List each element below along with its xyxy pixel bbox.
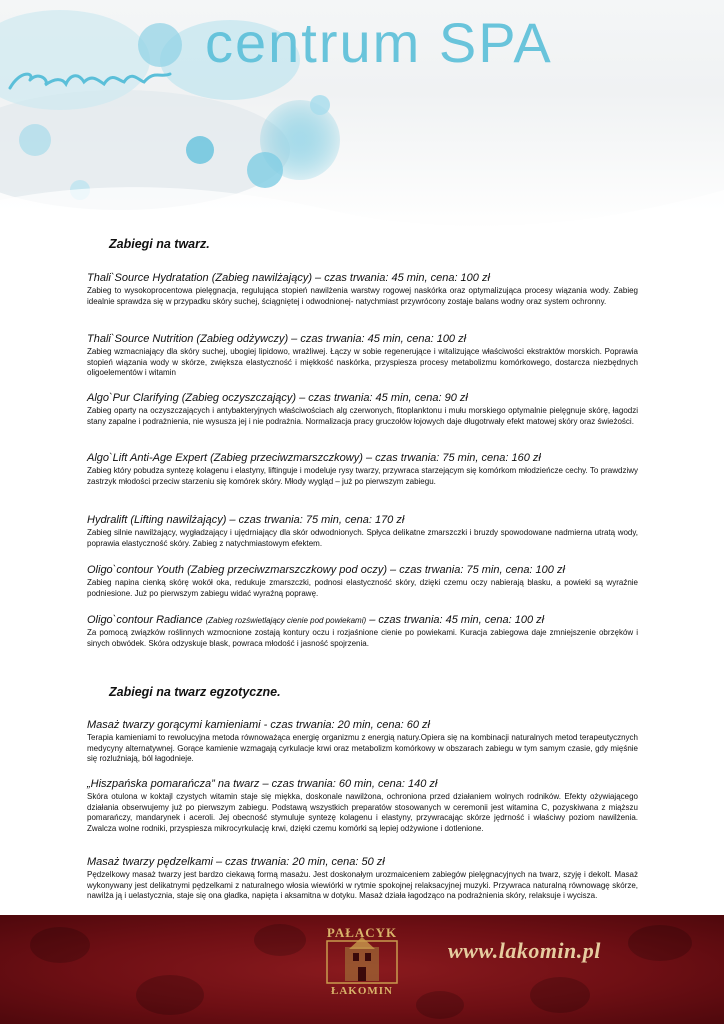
treatment-title: Oligo`contour Youth (Zabieg przeciwzmarszczkowy pod oczy) – czas trwania: 75 min, cena: 100 zł xyxy=(87,564,565,576)
treatment-description: Zabieg wzmacniający dla skóry suchej, ubogiej lipidowo, wrażliwej. Łączy w sobie regenerujące i witalizujące właściwości ekstraktów morskich. Poprawia stopień wiązania wody w skórze, zwiększa elastyczność i miękkość naskórka, przyspiesza procesy metabolizmu komórkowego, dostarcza niezbędnych oligoelementów i witamin xyxy=(87,347,638,378)
treatment-title-main: Oligo`contour Radiance xyxy=(87,614,206,626)
treatment-title: „Hiszpańska pomarańcza” na twarz – czas trwania: 60 min, cena: 140 zł xyxy=(87,778,438,790)
treatment-entry xyxy=(87,614,638,649)
treatment-entry xyxy=(87,564,638,599)
emblem-bottom-text: ŁAKOMIN xyxy=(331,985,393,997)
treatment-title: Hydralift (Lifting nawilżający) – czas trwania: 75 min, cena: 170 zł xyxy=(87,514,405,526)
treatment-entry xyxy=(87,778,638,834)
treatment-description: Terapia kamieniami to rewolucyjna metoda równoważąca energię organizmu z energią natury.Opiera się na kombinacji naturalnych metod terapeutycznych medycyny alternatywnej. Gorące kamienie wzmagają cyrkulacje krwi oraz metabolizm komórkowy w obszarach zabiegu w tym samym czasie, gdy mięśnie się rozluźniają, ból łagodnieje. xyxy=(87,733,638,764)
treatment-description: Zabieg to wysokoprocentowa pielęgnacja, regulująca stopień nawilżenia warstwy rogowej naskórka oraz optymalizująca procesy wiązania wody. Zabieg idealnie sprawdza się w przypadku skóry suchej, ściągniętej i odwodnionej- natychmiast przywrócony zostaje balans wodny oraz system ochronny. xyxy=(87,286,638,306)
treatment-title: Masaż twarzy gorącymi kamieniami - czas trwania: 20 min, cena: 60 zł xyxy=(87,719,430,731)
treatment-description: Pędzelkowy masaż twarzy jest bardzo ciekawą formą masażu. Jest doskonałym urozmaiceniem zabiegów pielęgnacyjnych na twarz, szyję i dekolt. Masaż wykonywany jest delikatnymi pędzelkami z naturalnego włosia wiewiórki w rytmie spokojnej relaksacyjnej muzyki. Przywraca naturalną równowagę skórze, nawilża ją i uelastycznia, staje się ona gładka, napięta i aksamitna w dotyku. Masaż działa łagodząco na podrażnienia skóry, relaksuje i wycisza. xyxy=(87,870,638,901)
treatment-description: Zabieg napina cienką skórę wokół oka, redukuje zmarszczki, podnosi elastyczność skóry, dzięki czemu oczy nabierają blasku, a powieki są wyraźnie podniesione. Już po pierwszym zabiegu widać wyraźną poprawę. xyxy=(87,578,638,598)
treatment-entry xyxy=(87,333,638,379)
treatment-title: Algo`Lift Anti-Age Expert (Zabieg przeciwzmarszczkowy) – czas trwania: 75 min, cena: 160 zł xyxy=(87,452,541,464)
section-title-face-treatments: Zabiegi na twarz. xyxy=(109,237,210,251)
treatment-entry xyxy=(87,272,638,307)
website-url: www.lakomin.pl xyxy=(448,938,601,963)
treatment-description: Zabieg silnie nawilżający, wygładzający i ujędrniający dla skór odwodnionych. Spłyca delikatne zmarszczki i bruzdy spowodowane nadmierna utratą wody, poprawia elastyczność skóry. Zabieg z natychmiastowym efektem. xyxy=(87,528,638,548)
treatment-title-details: – czas trwania: 45 min, cena: 100 zł xyxy=(366,614,545,626)
treatment-title: Thali`Source Hydratation (Zabieg nawilżający) – czas trwania: 45 min, cena: 100 zł xyxy=(87,272,490,284)
emblem-top-text: PAŁACYK xyxy=(326,925,398,940)
treatment-entry xyxy=(87,452,638,487)
logo-text: centrum SPA xyxy=(205,11,553,74)
treatment-description: Zabieg oparty na oczyszczających i antybakteryjnych właściwościach alg czerwonych, fitoplanktonu i mułu morskiego optymalnie pielęgnuje skórę, łagodzi stany zapalne i podrażnienia, nie wysusza jej i nie podrażnia. Normalizacja pracy gruczołów łojowych daje długotrwały efekt matowej skóry oraz świeżości. xyxy=(87,406,638,426)
treatment-entry xyxy=(87,856,638,902)
footer-banner xyxy=(0,915,724,1024)
treatment-title: Algo`Pur Clarifying (Zabieg oczyszczający) – czas trwania: 45 min, cena: 90 zł xyxy=(87,392,468,404)
treatment-entry xyxy=(87,392,638,427)
treatment-title-subtitle: (Zabieg rozświetlający cienie pod powiekami) xyxy=(205,616,367,625)
treatment-title: Thali`Source Nutrition (Zabieg odżywczy) – czas trwania: 45 min, cena: 100 zł xyxy=(87,333,467,345)
spa-header-banner xyxy=(0,0,724,230)
treatment-description: Zabieg który pobudza syntezę kolagenu i elastyny, liftinguje i modeluje rysy twarzy, przywraca starzejącym się komórkom młodzieńcze cechy. To prawdziwy zastrzyk młodości przeciw starzeniu się komórek skóry. Młody wygląd – już po pierwszym zabiegu. xyxy=(87,466,638,486)
section-title-exotic-treatments: Zabiegi na twarz egzotyczne. xyxy=(109,685,281,699)
treatment-description: Za pomocą związków roślinnych wzmocnione zostają kontury oczu i rozjaśnione cienie po powiekami. Kuracja zabiegowa daje zmniejszenie obrzęków i sinych obwódek. Skóra odzyskuje blask, powraca młodość i jasność spojrzenia. xyxy=(87,628,638,648)
treatment-title: Masaż twarzy pędzelkami – czas trwania: 20 min, cena: 50 zł xyxy=(87,856,385,868)
treatment-description: Skóra otulona w koktajl czystych witamin staje się miękka, doskonale nawilżona, ochroniona przed działaniem wolnych rodników. Efekty ożywiającego działania obserwujemy już po pierwszym zabiegu. Podstawą wszystkich preparatów stosowanych w ceremonii jest witamina C, pozyskiwana z miąższu pomarańczy, mandarynek i aceroli. Jej obecność stymuluje syntezę kolagenu i elastyny, przywracając skórze jędrność i właściwy poziom nawilżenia. Zwalcza wolne rodniki, przyspiesza mikrocyrkulację krwi, dzięki czemu komórki są lepiej odżywione i dotlenione. xyxy=(87,792,638,833)
treatment-title xyxy=(87,614,638,627)
centrum-spa-logo xyxy=(0,0,553,100)
treatment-entry xyxy=(87,514,638,549)
palacyk-lakomin-emblem xyxy=(323,923,401,1003)
treatment-entry xyxy=(87,719,638,765)
